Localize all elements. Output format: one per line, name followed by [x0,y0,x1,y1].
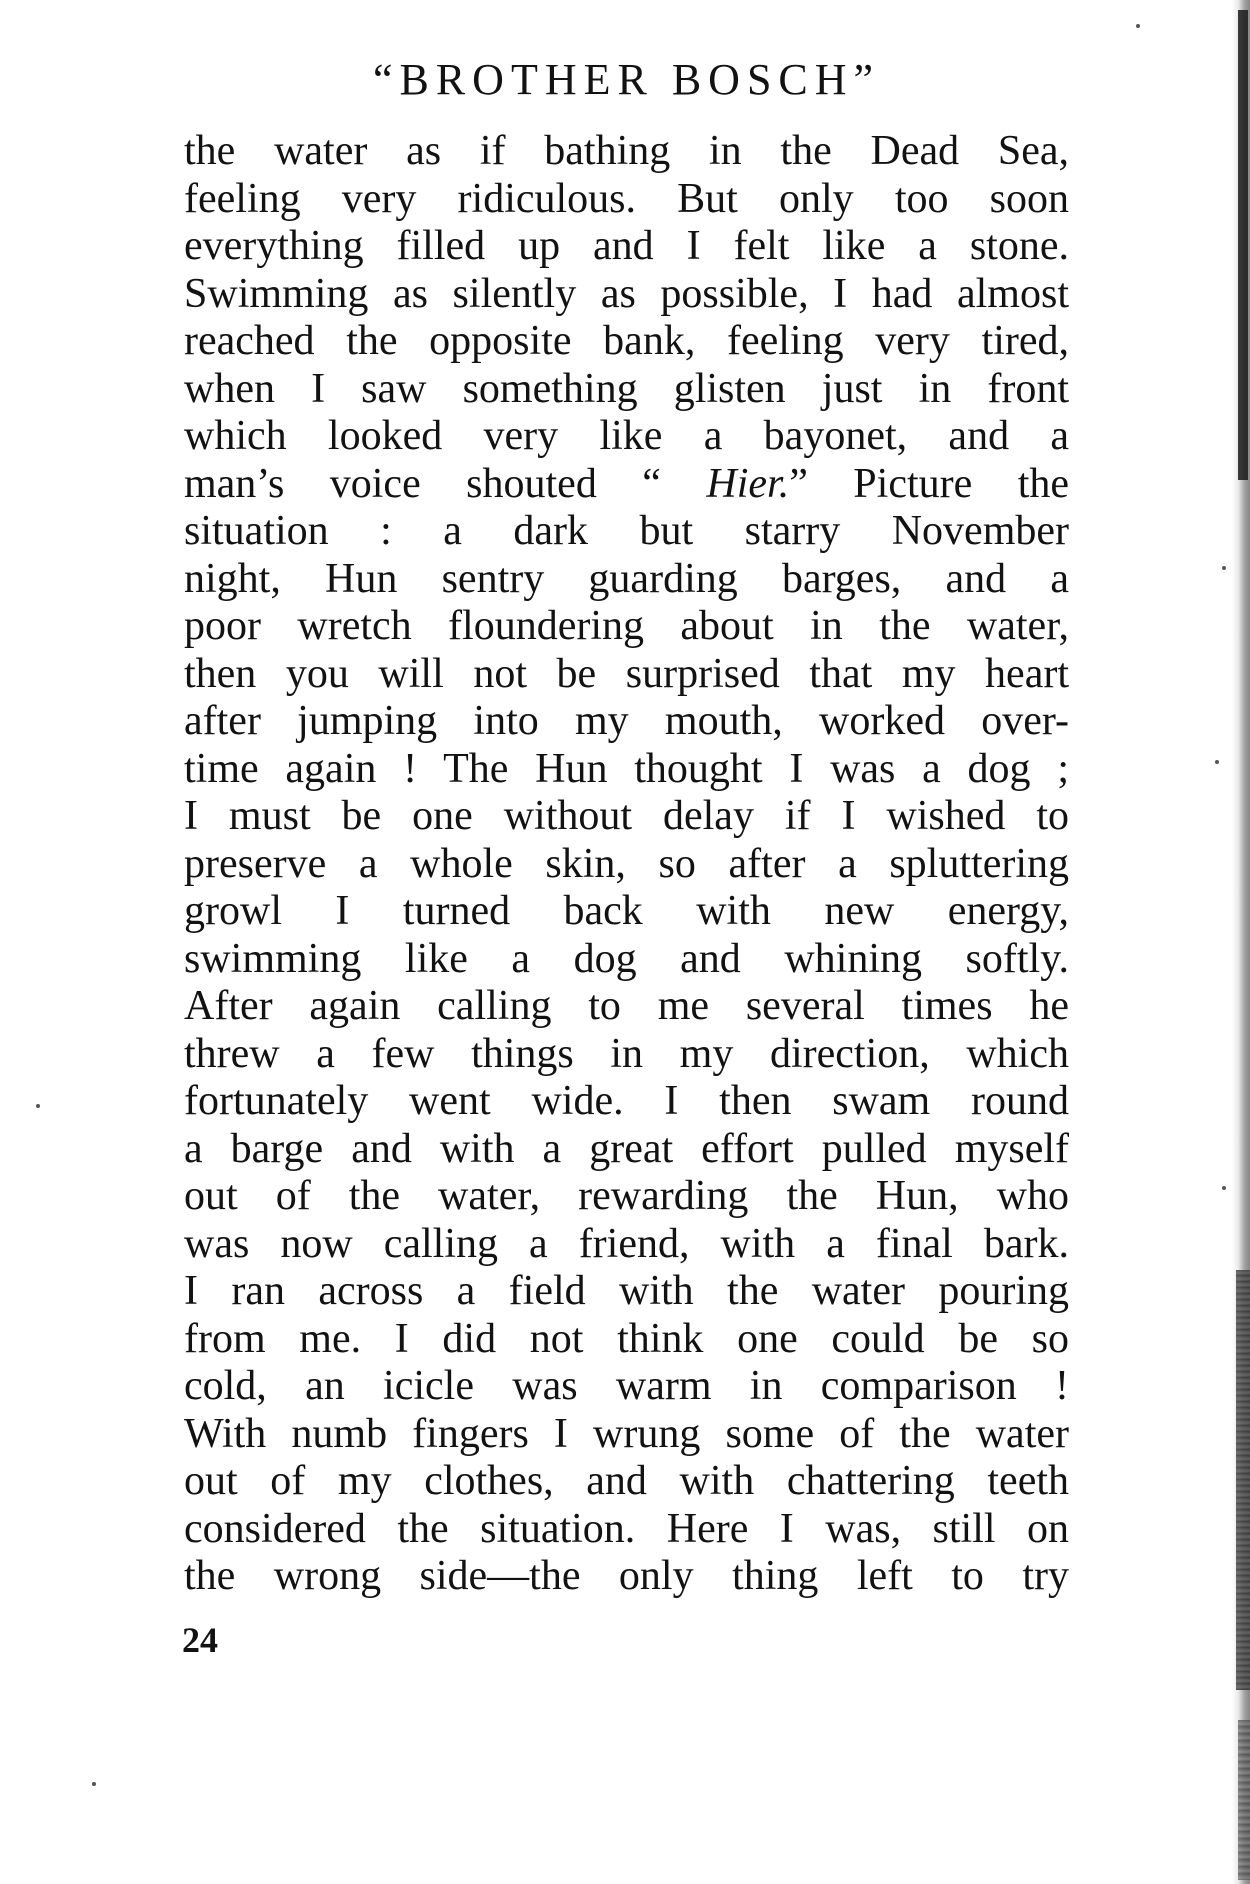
page-number: 24 [182,1620,218,1660]
text-line: was now calling a friend, with a final bark. [184,1220,1069,1267]
binding-edge-mark [1238,1720,1250,1880]
body-text [184,128,1069,1601]
paper-speck [1215,760,1219,764]
text-line: threw a few things in my direction, which [184,1030,1069,1077]
text-line: considered the situation. Here I was, still on [184,1505,1069,1552]
paper-speck [36,1104,40,1108]
text-line: fortunately went wide. I then swam round [184,1078,1069,1124]
text-line: time again ! The Hun thought I was a dog ; [184,745,1069,792]
text-line: a barge and with a great effort pulled myself [184,1125,1069,1172]
text-line: everything filled up and I felt like a stone. [184,223,1069,269]
text-line: situation : a dark but starry November [184,508,1069,554]
text-line: night, Hun sentry guarding barges, and a [184,555,1069,602]
text-line: which looked very like a bayonet, and a [184,413,1069,459]
text-line: preserve a whole skin, so after a spluttering [184,840,1069,887]
text-line: when I saw something glisten just in front [184,365,1069,412]
paper-speck [1222,566,1226,570]
running-head: “BROTHER BOSCH” [372,55,881,104]
text-line: cold, an icicle was warm in comparison ! [184,1363,1069,1409]
text-line: the wrong side—the only thing left to try [184,1553,1069,1599]
text-line: poor wretch floundering about in the water, [184,603,1069,649]
text-line: feeling very ridiculous. But only too soon [184,175,1069,222]
text-line: I must be one without delay if I wished to [184,793,1069,839]
text-line: the water as if bathing in the Dead Sea, [184,128,1069,174]
text-line: swimming like a dog and whining softly. [184,935,1069,982]
text-line: after jumping into my mouth, worked over- [184,698,1069,744]
text-line: Swimming as silently as possible, I had almost [184,270,1069,317]
italic-word: Hier. [706,460,790,507]
text-line: then you will not be surprised that my heart [184,650,1069,697]
text-line: growl I turned back with new energy, [184,888,1069,934]
text-line: After again calling to me several times he [184,983,1069,1029]
binding-edge-mark [1236,1270,1250,1690]
text-line: out of the water, rewarding the Hun, who [184,1173,1069,1219]
paper-speck [1136,24,1140,28]
paper-speck [92,1782,96,1786]
binding-edge-mark [1238,10,1248,480]
text-line: reached the opposite bank, feeling very tired, [184,318,1069,364]
text-line: man’s voice shouted “ Hier.” Picture the [184,460,1069,507]
text-line: I ran across a field with the water pouring [184,1268,1069,1314]
text-line: With numb fingers I wrung some of the water [184,1410,1069,1457]
text-line: from me. I did not think one could be so [184,1315,1069,1362]
text-line: out of my clothes, and with chattering teeth [184,1458,1069,1504]
paper-speck [1222,1186,1226,1190]
